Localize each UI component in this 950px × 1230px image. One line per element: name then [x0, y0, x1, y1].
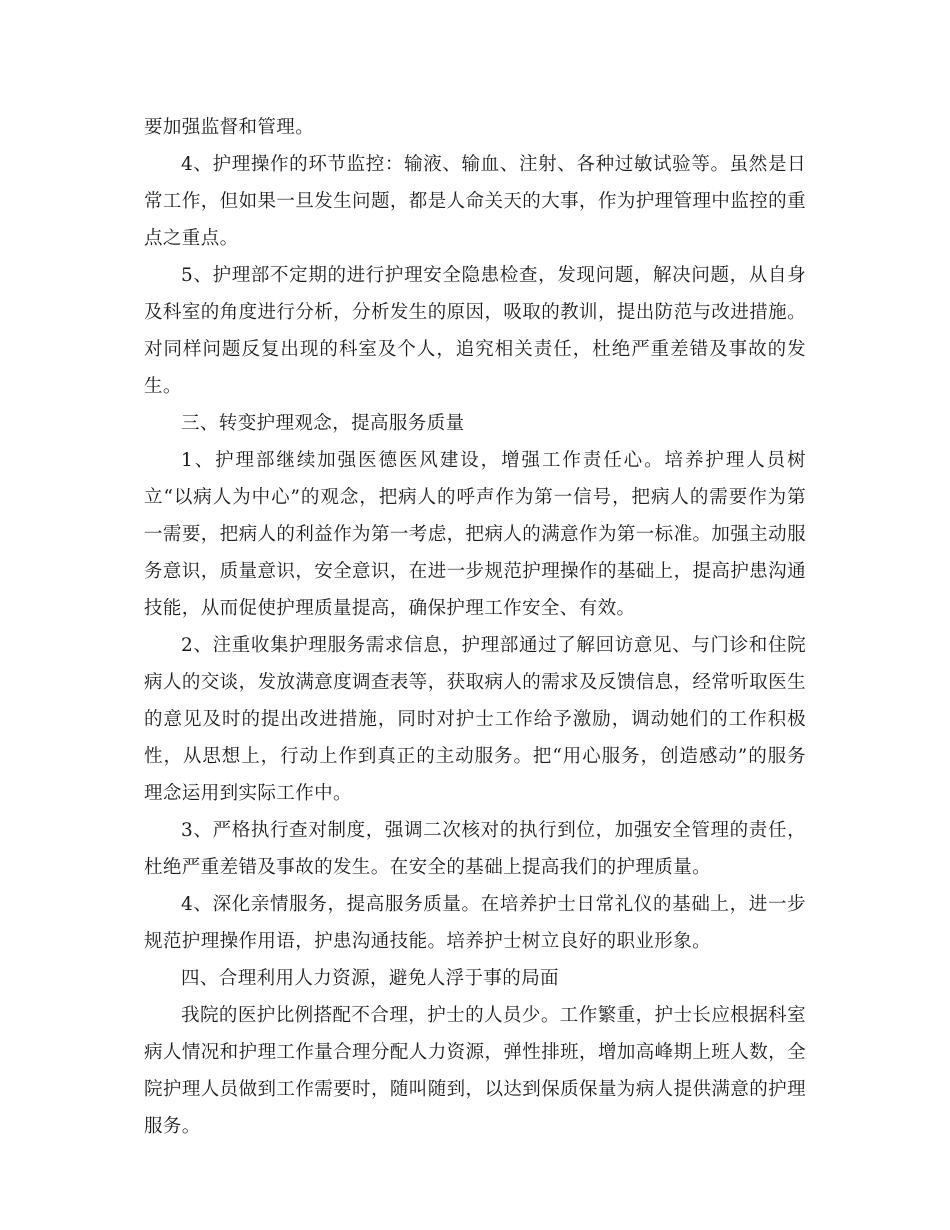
paragraph-item-4-operation-monitoring: 4、护理操作的环节监控：输液、输血、注射、各种过敏试验等。虽然是日常工作，但如果一旦发生问题，都是人命关天的大事，作为护理管理中监控的重点之重点。 [144, 154, 806, 249]
paragraph-item-1-ethics: 1、护理部继续加强医德医风建设，增强工作责任心。培养护理人员树立“以病人为中心”的观念，把病人的呼声作为第一信号，把病人的需要作为第一需要，把病人的利益作为第一考虑，把病人的满意作为第一标准。加强主动服务意识，质量意识，安全意识，在进一步规范护理操作的基础上，提高护患沟通技能，从而促使护理质量提高，确保护理工作安全、有效。 [144, 450, 806, 619]
paragraph-item-2-feedback: 2、注重收集护理服务需求信息，护理部通过了解回访意见、与门诊和住院病人的交谈，发放满意度调查表等，获取病人的需求及反馈信息，经常听取医生的意见及时的提出改进措施，同时对护士工作给予激励，调动她们的工作积极性，从思想上，行动上作到真正的主动服务。把“用心服务，创造感动”的服务理念运用到实际工作中。 [144, 635, 806, 804]
document-page [144, 109, 806, 1145]
section-heading-3: 三、转变护理观念，提高服务质量 [181, 413, 465, 434]
paragraph-item-5-safety-inspection: 5、护理部不定期的进行护理安全隐患检查，发现问题，解决问题，从自身及科室的角度进行分析，分析发生的原因，吸取的教训，提出防范与改进措施。对同样问题反复出现的科室及个人，追究相关责任，杜绝严重差错及事故的发生。 [144, 265, 806, 397]
paragraph-item-4-service: 4、深化亲情服务，提高服务质量。在培养护士日常礼仪的基础上，进一步规范护理操作用语，护患沟通技能。培养护士树立良好的职业形象。 [144, 894, 806, 952]
paragraph-staffing: 我院的医护比例搭配不合理，护士的人员少。工作繁重，护士长应根据科室病人情况和护理工作量合理分配人力资源，弹性排班，增加高峰期上班人数，全院护理人员做到工作需要时，随叫随到，以达到保质保量为病人提供满意的护理服务。 [144, 1005, 806, 1137]
paragraph-item-3-verification: 3、严格执行查对制度，强调二次核对的执行到位，加强安全管理的责任，杜绝严重差错及事故的发生。在安全的基础上提高我们的护理质量。 [144, 820, 806, 878]
section-heading-4: 四、合理利用人力资源，避免人浮于事的局面 [181, 968, 560, 989]
paragraph-continuation: 要加强监督和管理。 [144, 117, 315, 138]
